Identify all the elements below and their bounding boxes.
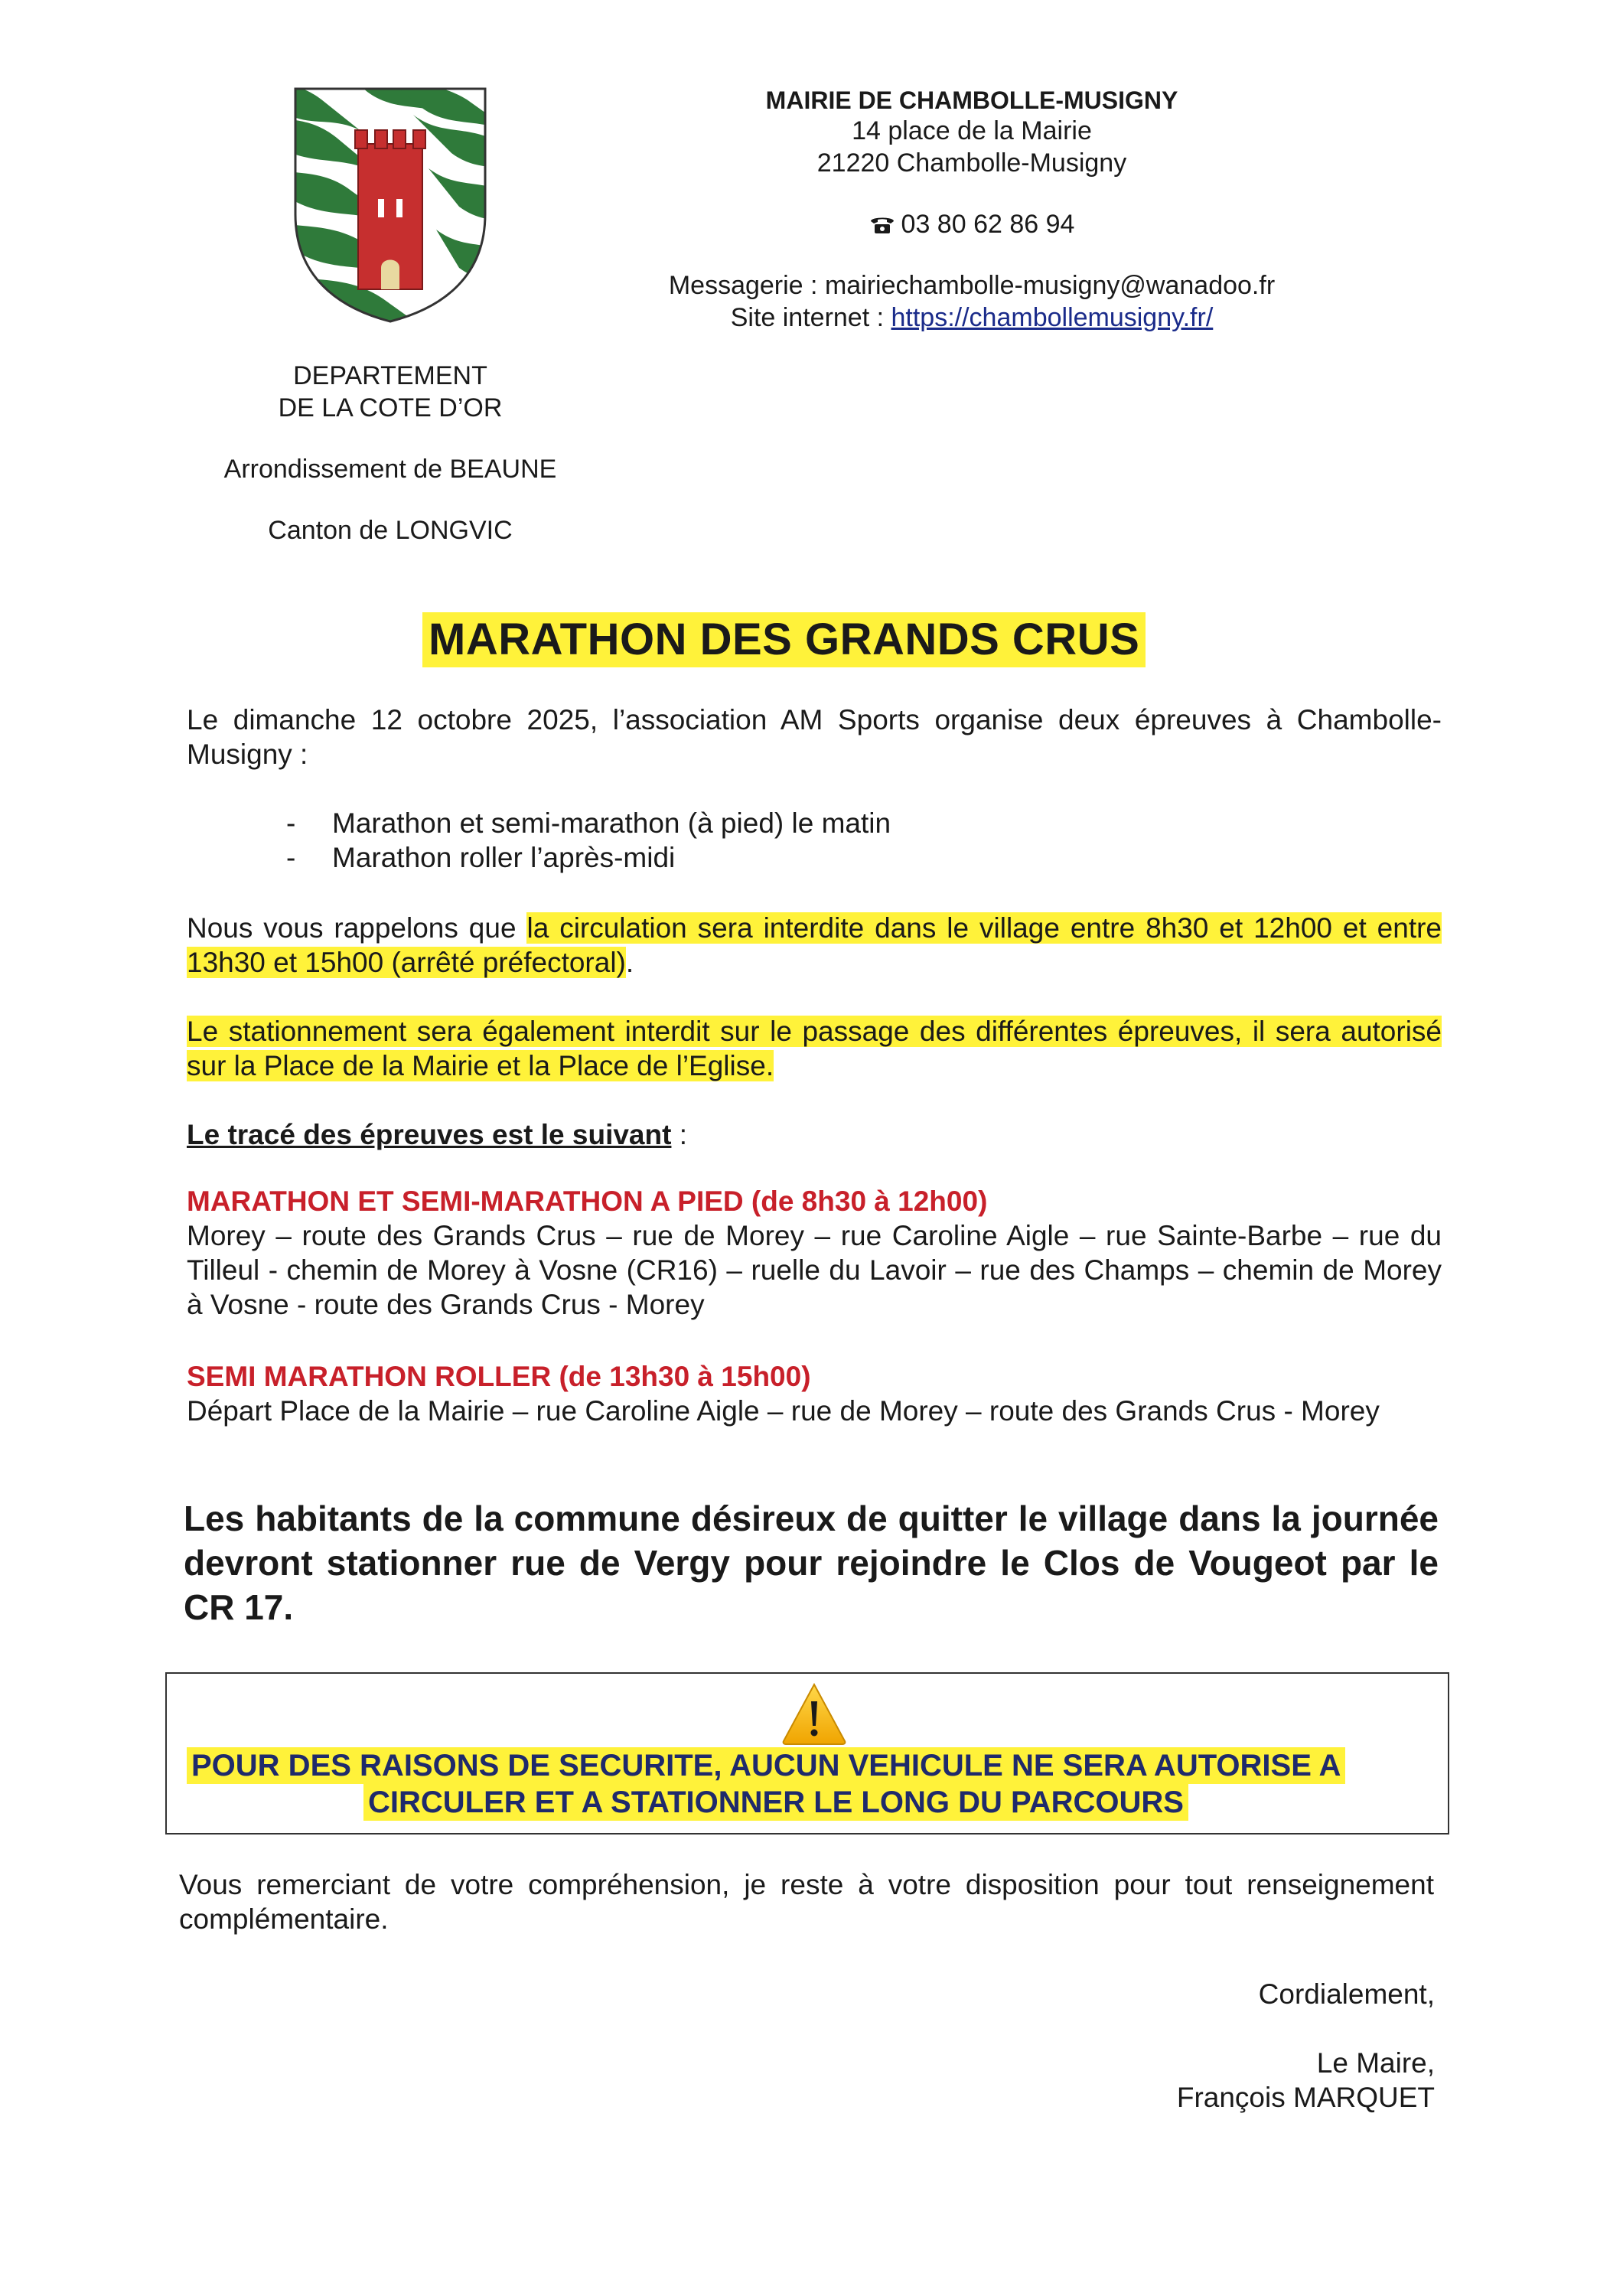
email-row: [627, 269, 1316, 302]
arrondissement: Arrondissement de BEAUNE: [223, 455, 557, 484]
website-row: [627, 302, 1316, 334]
route1-heading: MARATHON ET SEMI-MARATHON A PIED (de 8h30 à 12h00): [187, 1186, 988, 1217]
website-label: Site internet :: [730, 303, 891, 332]
warning-icon: [781, 1681, 848, 1746]
signature-role: Le Maire,: [1316, 2047, 1435, 2079]
website-link[interactable]: https://chambollemusigny.fr/: [891, 303, 1214, 332]
residents-notice: Les habitants de la commune désireux de quitter le village dans la journée devront stationner rue de Vergy pour rejoindre le Clos de Vougeot par le CR 17.: [184, 1499, 1439, 1627]
parking-highlight: Le stationnement sera également interdit sur le passage des différentes épreuves, il sera autorisé sur la Place de la Mairie et la Place de l’Eglise.: [187, 1016, 1442, 1081]
trace-colon: :: [671, 1119, 687, 1150]
warning-line-1: POUR DES RAISONS DE SECURITE, AUCUN VEHICULE NE SERA AUTORISE A: [187, 1747, 1345, 1784]
telephone-icon: [869, 215, 895, 235]
events-list: [187, 806, 1335, 875]
route2-heading: SEMI MARATHON ROLLER (de 13h30 à 15h00): [187, 1361, 811, 1392]
email-address[interactable]: mairiechambolle-musigny@wanadoo.fr: [824, 271, 1276, 300]
address-line-1: 14 place de la Mairie: [852, 116, 1092, 145]
salutation: Cordialement,: [1258, 1978, 1435, 2010]
circulation-highlight: la circulation sera interdite dans le village entre 8h30 et 12h00 et entre 13h30 et 15h00 (arrêté préfectoral): [187, 912, 1442, 978]
trace-heading-row: [187, 1117, 687, 1152]
phone-number: 03 80 62 86 94: [901, 210, 1075, 239]
trace-heading: Le tracé des épreuves est le suivant: [187, 1119, 672, 1150]
email-label: Messagerie :: [668, 271, 825, 300]
address-line-2: 21220 Chambolle-Musigny: [816, 148, 1127, 178]
list-item: - Marathon roller l’après-midi: [286, 842, 676, 873]
warning-line-2: CIRCULER ET A STATIONNER LE LONG DU PARCOURS: [363, 1784, 1188, 1821]
phone-row: [627, 208, 1316, 240]
list-item: - Marathon et semi-marathon (à pied) le matin: [286, 807, 891, 839]
circulation-suffix: .: [625, 947, 634, 978]
canton: Canton de LONGVIC: [268, 516, 513, 545]
page-title: MARATHON DES GRANDS CRUS: [422, 612, 1146, 667]
department-line-2: DE LA COTE D’OR: [278, 393, 503, 422]
crest-logo: [291, 84, 490, 325]
route1-text: Morey – route des Grands Crus – rue de Morey – rue Caroline Aigle – rue Sainte-Barbe – rue du Tilleul - chemin de Morey à Vosne (CR16) – ruelle du Lavoir – rue des Champs – chemin de Morey à Vosne - route des Grands Crus - Morey: [187, 1220, 1442, 1320]
circulation-paragraph: [187, 911, 1442, 980]
parking-paragraph: [187, 1014, 1442, 1083]
circulation-prefix: Nous vous rappelons que: [187, 912, 527, 944]
event-label: Marathon et semi-marathon (à pied) le matin: [332, 807, 891, 839]
signature-name: François MARQUET: [1176, 2082, 1435, 2113]
closing-paragraph: Vous remerciant de votre compréhension, je reste à votre disposition pour tout renseignement complémentaire.: [179, 1869, 1434, 1935]
department-line-1: DEPARTEMENT: [293, 361, 487, 390]
route2-text: Départ Place de la Mairie – rue Caroline Aigle – rue de Morey – route des Grands Crus - Morey: [187, 1395, 1380, 1427]
event-label: Marathon roller l’après-midi: [332, 842, 676, 873]
intro-paragraph: Le dimanche 12 octobre 2025, l’association AM Sports organise deux épreuves à Chambolle-Musigny :: [187, 704, 1442, 770]
mairie-name: MAIRIE DE CHAMBOLLE-MUSIGNY: [765, 86, 1178, 114]
